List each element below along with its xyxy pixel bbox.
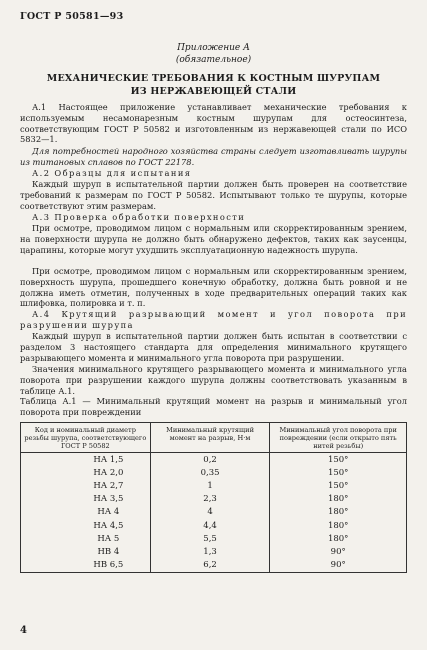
table-row xyxy=(21,506,407,519)
cell-torque: 1 xyxy=(150,479,270,492)
paragraph-a1: А.1 Настоящее приложение устанавливает механические требования к используемым несамонарезным костным шурупам для остеосинтеза, соответствующим ГОСТ Р 50582 и изготовленным из нержавеющей стали по ИСО 5832—1. xyxy=(20,102,407,145)
header-min-angle: Минимальный угол поворота при повреждении (если открыто пять нитей резьбы) xyxy=(270,423,407,453)
table-row xyxy=(21,479,407,492)
cell-code: НА 5 xyxy=(21,532,151,545)
table-row xyxy=(21,466,407,479)
cell-angle: 180° xyxy=(270,506,407,519)
table-caption: Таблица А.1 — Минимальный крутящий момент на разрыв и минимальный угол поворота при повреждении xyxy=(20,396,407,417)
table-row xyxy=(21,559,407,573)
cell-angle: 180° xyxy=(270,532,407,545)
cell-code: НА 4,5 xyxy=(21,519,151,532)
cell-angle: 150° xyxy=(270,479,407,492)
cell-code: НА 2,0 xyxy=(21,466,151,479)
header-min-torque: Минимальный крутящий момент на разрыв, Н·м xyxy=(150,423,270,453)
appendix-status: (обязательное) xyxy=(175,55,252,65)
table-row xyxy=(21,519,407,532)
cell-code: НВ 6,5 xyxy=(21,559,151,573)
table-header-row xyxy=(21,423,407,453)
cell-angle: 150° xyxy=(270,453,407,467)
table-row xyxy=(21,532,407,545)
cell-code: НА 3,5 xyxy=(21,493,151,506)
paragraph-a4-2: Значения минимального крутящего разрывающего момента и минимального угла поворота при разрушении каждого шурупа должны соответствовать указанным в таблице А.1. xyxy=(20,364,407,396)
cell-torque: 0,2 xyxy=(150,453,270,467)
torque-table xyxy=(20,422,407,573)
paragraph-a2: Каждый шуруп в испытательной партии должен быть проверен на соответствие требований к размерам по ГОСТ Р 50582. Испытывают только те шурупы, которые соответствуют этим размерам. xyxy=(20,179,407,211)
cell-torque: 1,3 xyxy=(150,545,270,558)
cell-code: НВ 4 xyxy=(21,545,151,558)
standard-header: ГОСТ Р 50581—93 xyxy=(20,11,124,22)
cell-angle: 180° xyxy=(270,519,407,532)
cell-torque: 0,35 xyxy=(150,466,270,479)
section-title-line-2: ИЗ НЕРЖАВЕЮЩЕЙ СТАЛИ xyxy=(130,86,297,97)
paragraph-note: Для потребностей народного хозяйства страны следует изготавливать шурупы из титановых сплавов по ГОСТ 22178. xyxy=(20,146,407,167)
cell-code: НА 4 xyxy=(21,506,151,519)
table-row xyxy=(21,493,407,506)
page-number: 4 xyxy=(20,625,27,636)
heading-a4: А.4 Крутящий разрывающий момент и угол поворота при разрушении шурупа xyxy=(20,309,407,330)
heading-a2: А.2 Образцы для испытания xyxy=(32,168,192,178)
appendix-title: Приложение А xyxy=(177,43,250,53)
cell-angle: 90° xyxy=(270,545,407,558)
table-row xyxy=(21,453,407,467)
paragraph-a4-1: Каждый шуруп в испытательной партии должен быть испытан в соответствии с разделом 3 настоящего стандарта для определения минимального крутящего разрывающего момента и минимального угла поворота при разрушении. xyxy=(20,331,407,363)
cell-angle: 90° xyxy=(270,559,407,573)
cell-torque: 6,2 xyxy=(150,559,270,573)
cell-torque: 5,5 xyxy=(150,532,270,545)
cell-angle: 180° xyxy=(270,493,407,506)
heading-a3: А.3 Проверка обработки поверхности xyxy=(32,212,246,222)
cell-angle: 150° xyxy=(270,466,407,479)
cell-torque: 2,3 xyxy=(150,493,270,506)
paragraph-a3-2: При осмотре, проводимом лицом с нормальным или скорректированным зрением, поверхность шурупа, прошедшего конечную обработку, должна быть ровной и не должна иметь отметин, полученных в ходе предварительных операций таких как шлифовка, полировка и т. п. xyxy=(20,266,407,309)
table-row xyxy=(21,545,407,558)
cell-code: НА 1,5 xyxy=(21,453,151,467)
paragraph-a3-1: При осмотре, проводимом лицом с нормальным или скорректированным зрением, на поверхности шурупа не должно быть обнаружено дефектов, таких как заусенцы, царапины, которые могут ухудшить эксплуатационную надежность шурупа. xyxy=(20,223,407,255)
cell-torque: 4,4 xyxy=(150,519,270,532)
cell-code: НА 2,7 xyxy=(21,479,151,492)
cell-torque: 4 xyxy=(150,506,270,519)
section-title-line-1: МЕХАНИЧЕСКИЕ ТРЕБОВАНИЯ К КОСТНЫМ ШУРУПАМ xyxy=(46,73,381,84)
header-screw-code: Код и номинальный диаметр резьбы шурупа, соответствующего ГОСТ Р 50582 xyxy=(21,423,151,453)
